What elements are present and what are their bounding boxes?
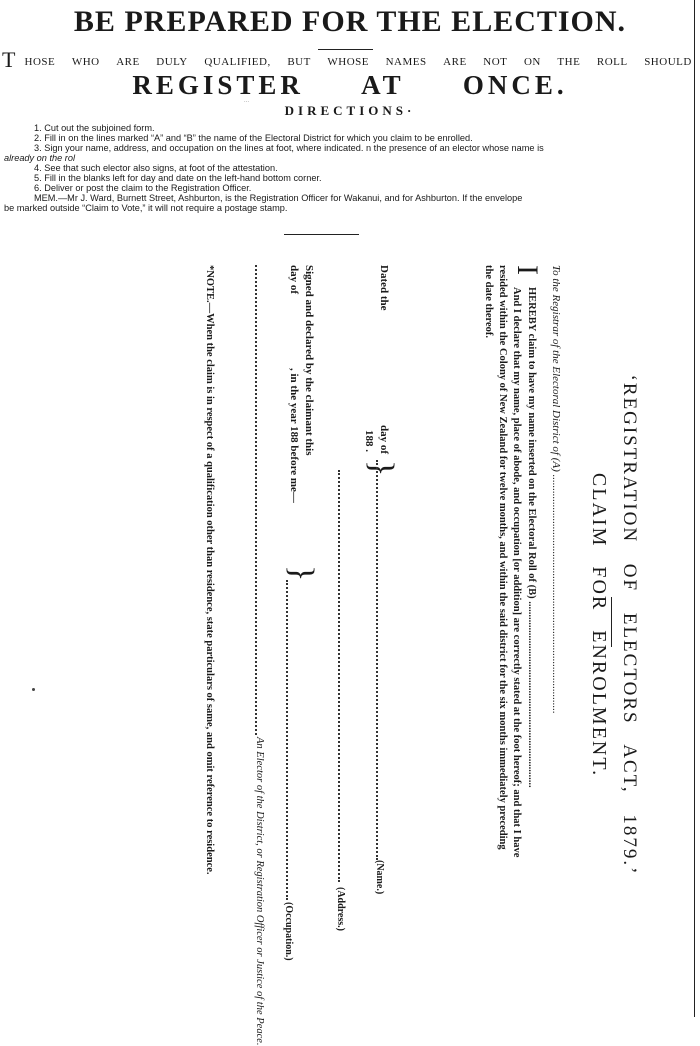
year-label: 188 .: [363, 430, 375, 452]
qualified-word: WHO: [71, 56, 100, 68]
qualified-word: ARE: [443, 56, 467, 68]
form-subtitle: CLAIM FOR ENROLMENT.: [588, 472, 610, 778]
direction-item: 6. Deliver or post the claim to the Registration Officer.: [34, 183, 252, 193]
tiny-mark: ···: [244, 100, 249, 105]
qualified-word: NAMES: [385, 56, 427, 68]
form-title: ‘REGISTRATION OF ELECTORS ACT, 1879.’: [619, 374, 640, 876]
directions-heading: DIRECTIONS·: [284, 103, 416, 118]
direction-item: 3. Sign your name, address, and occupation on the lines at foot, where indicated. n the presence of an elector whose name is: [34, 143, 544, 153]
name-field[interactable]: [376, 460, 378, 860]
qualified-word: QUALIFIED,: [204, 56, 271, 68]
brace: }: [363, 460, 400, 477]
memo-line: MEM.—Mr J. Ward, Burnett Street, Ashburton, is the Registration Officer for Wakanui, and for Ashburton. If the envelope: [34, 193, 523, 203]
direction-item: 4. See that such elector also signs, at foot of the attestation.: [34, 163, 278, 173]
qualified-word: ON: [523, 56, 541, 68]
qualified-word: THE: [557, 56, 581, 68]
direction-item: 5. Fill in the blanks left for day and date on the left-hand bottom corner.: [34, 173, 322, 183]
qualified-word: ROLL: [596, 56, 628, 68]
qualified-word: SHOULD: [644, 56, 692, 68]
drop-cap: I: [511, 265, 544, 275]
name-label: (Name.): [374, 860, 385, 895]
year-line: , in the year 188 before me—: [288, 368, 300, 503]
qualified-word: WHOSE: [327, 56, 369, 68]
qualified-word: NOT: [483, 56, 508, 68]
occupation-label: (Occupation.): [283, 902, 294, 961]
form-divider: [611, 597, 612, 647]
day-of-label: day of: [378, 425, 390, 455]
claim-form: [60, 265, 640, 1046]
direction-item-continuation: already on the rol: [4, 153, 75, 163]
divider: [318, 49, 373, 50]
declaration-line: the date thereof.: [483, 265, 494, 338]
page-title: BE PREPARED FOR THE ELECTION.: [73, 5, 627, 38]
section-divider: [284, 234, 359, 235]
memo-continuation: be marked outside “Claim to Vote,” it will not require a postage stamp.: [4, 203, 288, 213]
elector-signature-field[interactable]: [255, 265, 257, 735]
claim-text: HEREBY claim to have my name inserted on the Electoral Roll of (B) .......................................................................: [526, 287, 537, 788]
qualified-word: ARE: [116, 56, 140, 68]
form-note: *NOTE.—When the claim is in respect of a qualification other than residence, state particulars of same, and omit reference to residence.: [204, 265, 215, 875]
address-field[interactable]: [338, 470, 340, 882]
qualified-line: [2, 47, 692, 72]
page-border: [694, 0, 695, 1017]
register-heading: REGISTER AT ONCE.: [132, 70, 568, 100]
qualified-word: BUT: [287, 56, 311, 68]
declaration-line: resided within the Colony of New Zealand for twelve months, and within the said district for the six months immediately preceding: [497, 265, 508, 850]
qualified-word-initial: T: [2, 47, 16, 72]
elector-label: An Elector of the District, or Registration Officer or Justice of the Peace.: [254, 737, 265, 1046]
qualified-word: DULY: [156, 56, 188, 68]
direction-item: 2. Fill in on the lines marked “A” and “B” the name of the Electoral District for which you claim to be enrolled.: [34, 133, 473, 143]
address-label: (Address.): [335, 887, 346, 931]
to-registrar: To the Registrar of the Electoral District of (A) .......................................................................................: [550, 265, 562, 714]
speck: [32, 688, 35, 691]
brace: }: [283, 565, 320, 582]
directions-list: [4, 123, 692, 213]
signed-label: Signed and declared by the claimant this: [303, 265, 315, 456]
dated-label: Dated the: [378, 265, 390, 311]
direction-item: 1. Cut out the subjoined form.: [34, 123, 155, 133]
day-of-label: day of: [288, 265, 300, 295]
qualified-word: HOSE: [24, 56, 56, 68]
declaration-line: And I declare that my name, place of abode, and occupation [or addition] are correctly stated at the foot hereof; and that I have: [511, 287, 522, 858]
occupation-field[interactable]: [286, 580, 288, 900]
